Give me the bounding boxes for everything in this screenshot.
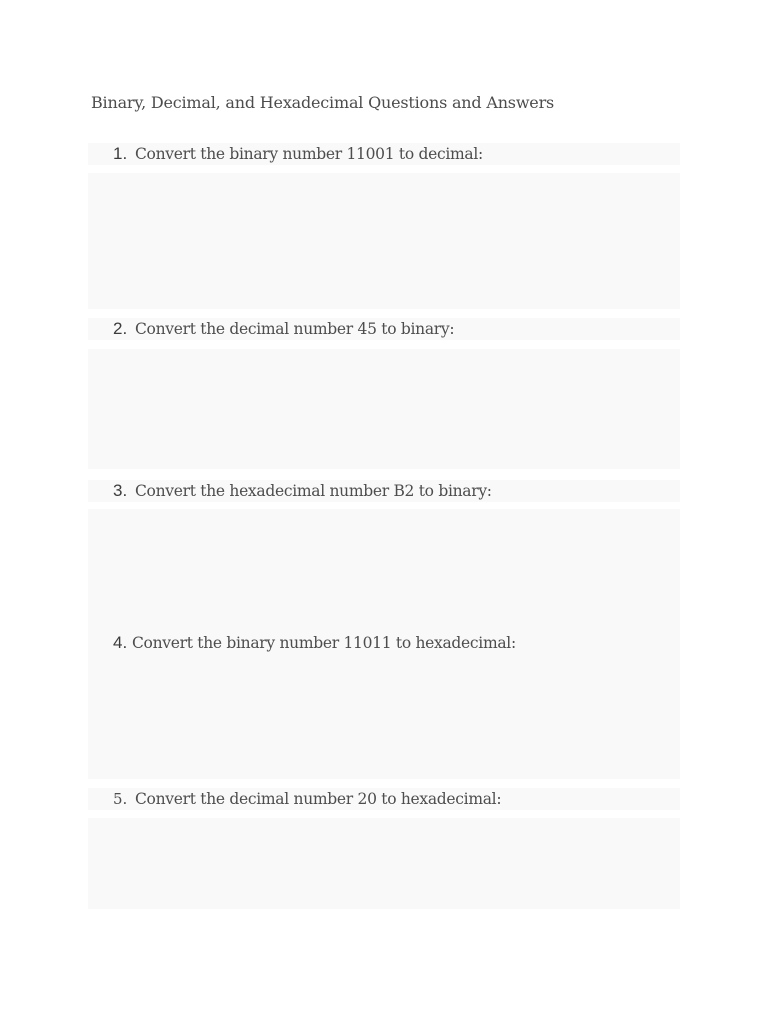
answer-box-5[interactable] — [88, 818, 680, 909]
question-1-number: 1. — [113, 144, 128, 163]
question-4 — [88, 632, 680, 654]
question-2-text: Convert the decimal number 45 to binary: — [135, 320, 455, 338]
question-3-text: Convert the hexadecimal number B2 to binary: — [135, 482, 492, 500]
question-5 — [88, 788, 680, 810]
question-4-text: Convert the binary number 11011 to hexadecimal: — [132, 634, 516, 652]
question-5-text: Convert the decimal number 20 to hexadecimal: — [135, 790, 502, 808]
answer-box-1[interactable] — [88, 173, 680, 309]
question-2-number: 2. — [113, 319, 128, 338]
answer-box-2[interactable] — [88, 349, 680, 469]
question-4-number: 4. — [113, 633, 128, 652]
question-2 — [88, 318, 680, 340]
question-3 — [88, 480, 680, 502]
question-1 — [88, 143, 680, 165]
question-5-number: 5. — [113, 790, 128, 808]
document-title: Binary, Decimal, and Hexadecimal Questions and Answers — [91, 93, 555, 112]
question-1-text: Convert the binary number 11001 to decimal: — [135, 145, 483, 163]
question-3-number: 3. — [113, 481, 128, 500]
